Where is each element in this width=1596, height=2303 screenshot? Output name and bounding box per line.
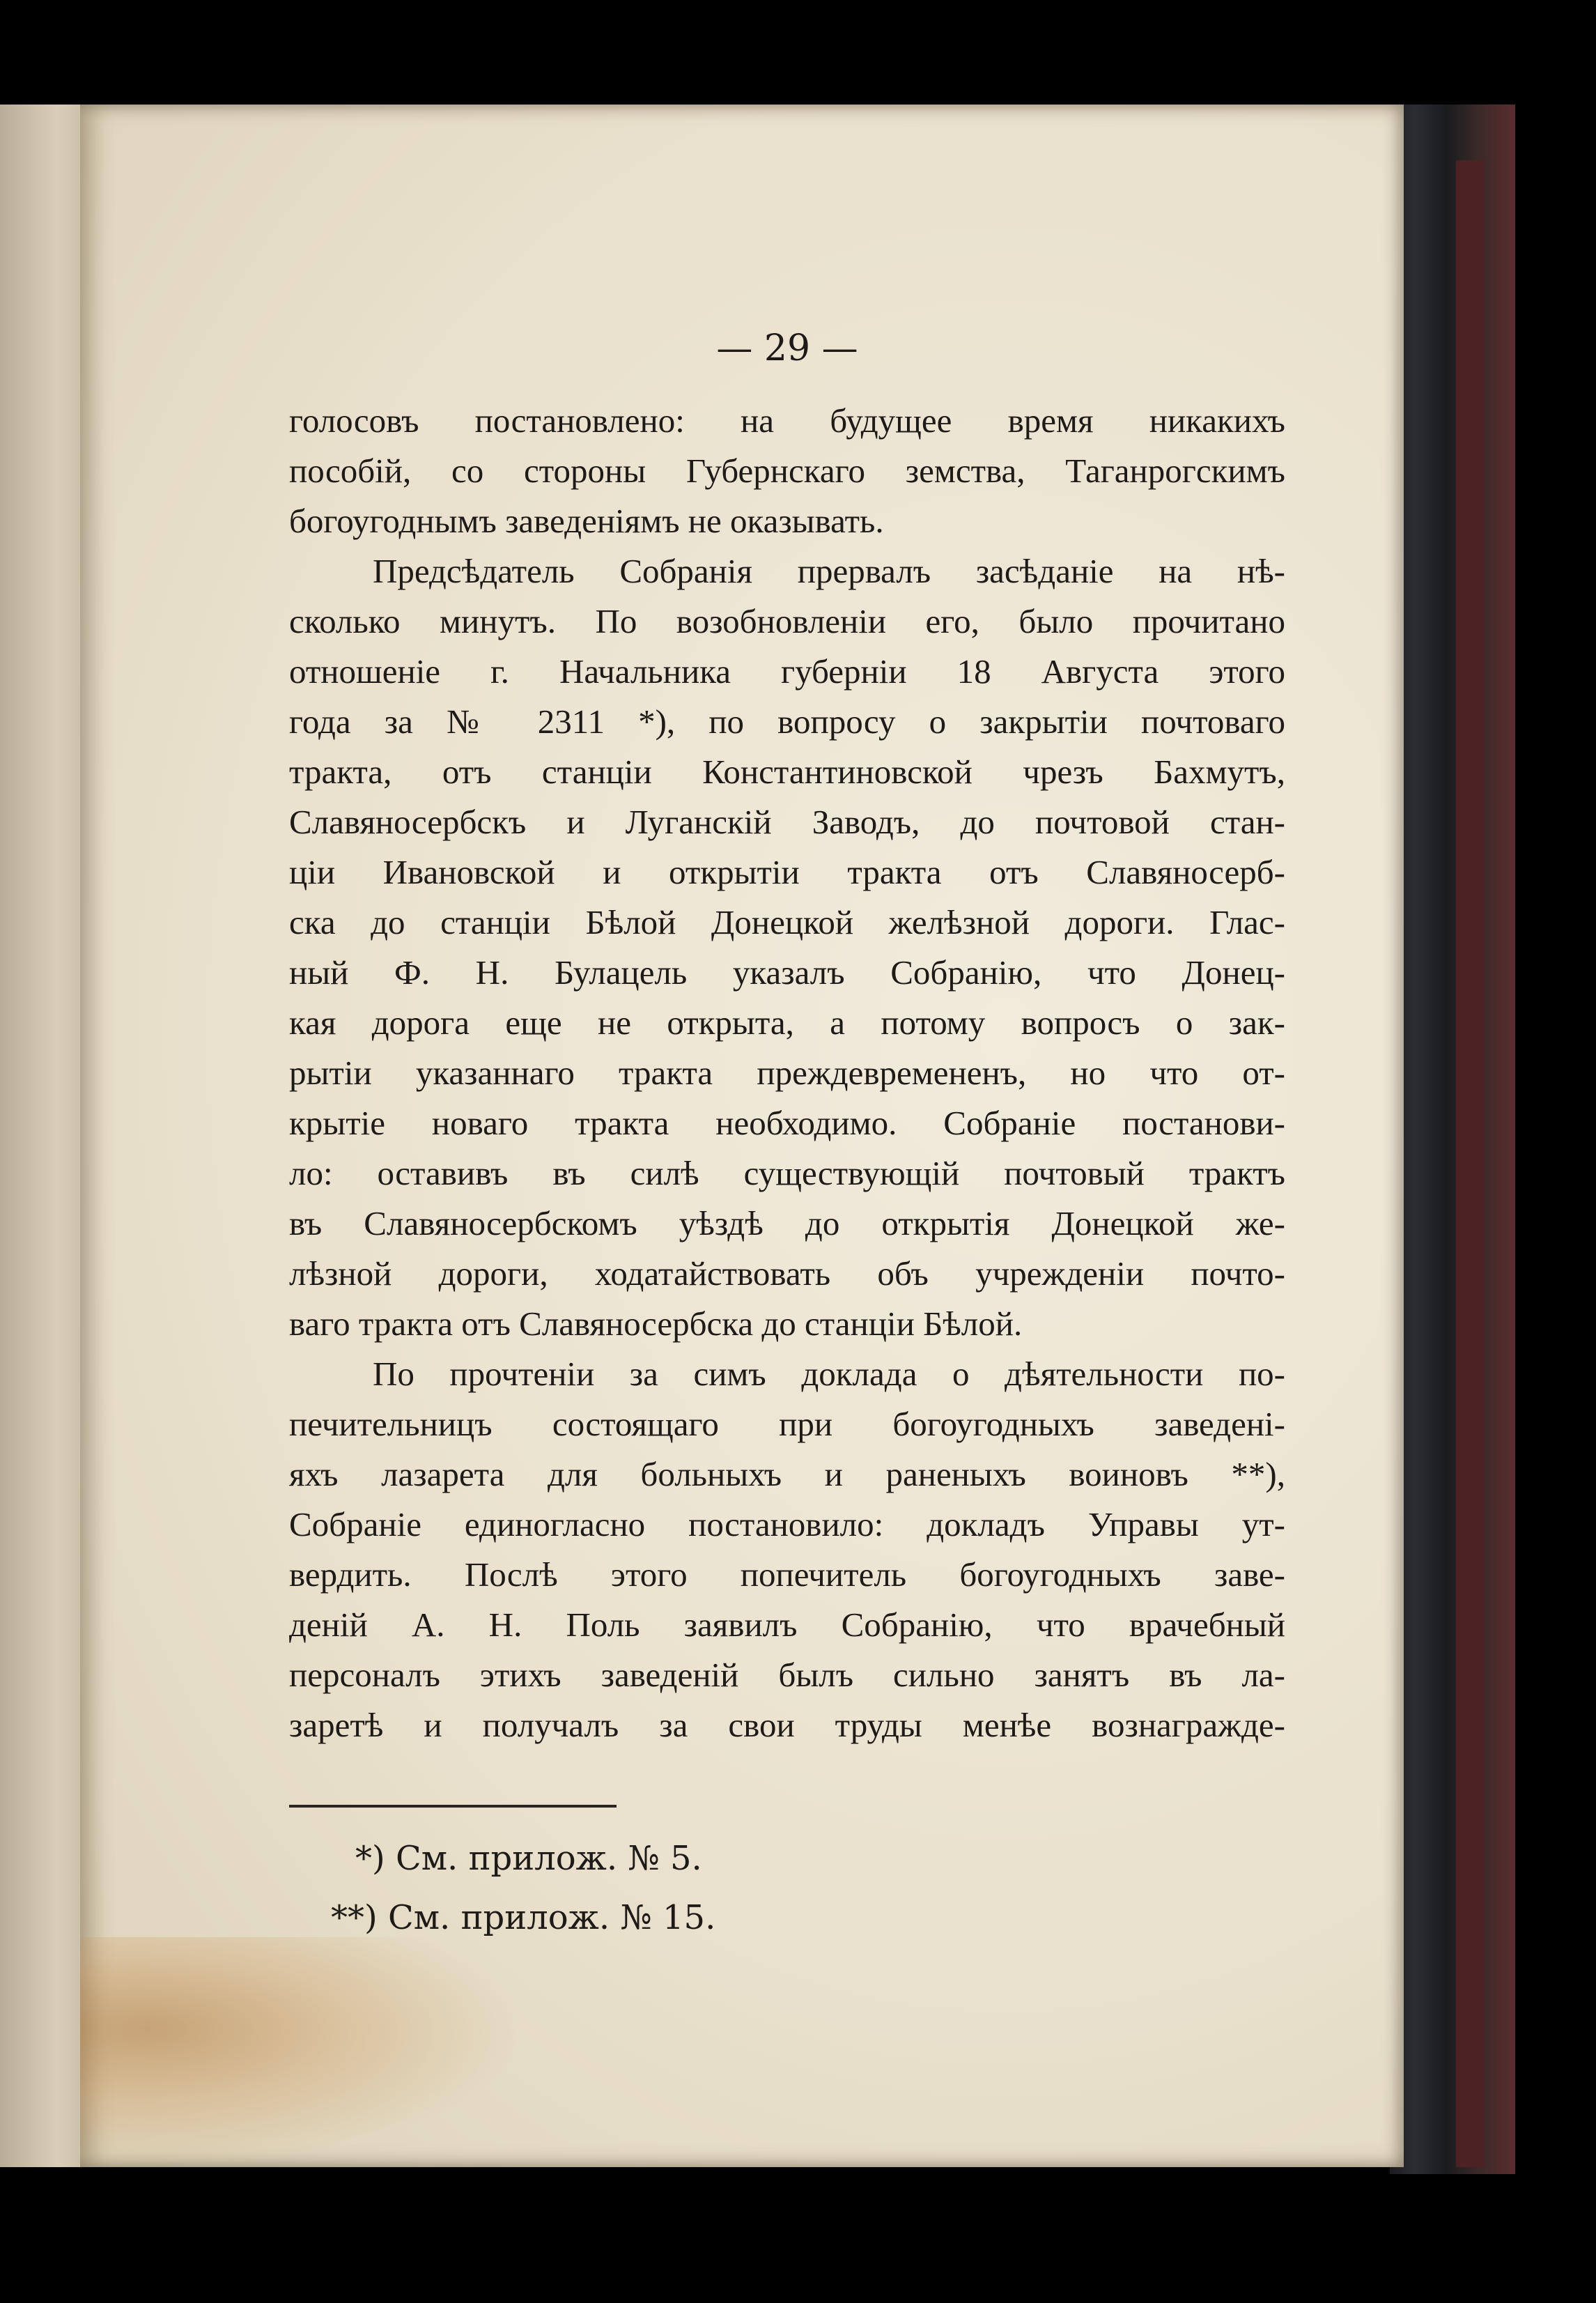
text-line: года за № 2311 *), по вопросу о закрытіи почтоваго [289, 702, 1285, 741]
text-line: въ Славяносербскомъ уѣздѣ до открытія Донецкой же- [289, 1204, 1285, 1242]
text-line: яхъ лазарета для больныхъ и раненыхъ воиновъ **), [289, 1455, 1285, 1493]
text-line: крытіе новаго тракта необходимо. Собраніе постанови- [289, 1104, 1285, 1142]
text-line: кая дорога еще не открыта, а потому вопросъ о зак- [289, 1003, 1285, 1042]
text-line: Предсѣдатель Собранія прервалъ засѣданіе на нѣ- [373, 552, 1285, 590]
text-line: Собраніе единогласно постановило: докладъ Управы ут- [289, 1505, 1285, 1543]
footnote: *) См. прилож. № 5. [355, 1839, 702, 1878]
footnote-divider [289, 1805, 617, 1808]
text-line: богоугоднымъ заведеніямъ не оказывать. [289, 502, 884, 540]
text-line: печительницъ состоящаго при богоугодныхъ заведені- [289, 1405, 1285, 1443]
water-stain [80, 1937, 526, 2167]
text-line: сколько минутъ. По возобновленіи его, было прочитано [289, 602, 1285, 640]
book-cover-edge [1390, 105, 1515, 2174]
book-cover-red-edge [1456, 160, 1484, 2167]
text-line: персоналъ этихъ заведеній былъ сильно занятъ въ ла- [289, 1656, 1285, 1694]
text-line: лѣзной дороги, ходатайствовать объ учрежденіи почто- [289, 1254, 1285, 1293]
body-text [289, 396, 1285, 1750]
text-line: пособій, со стороны Губернскаго земства, Таганрогскимъ [289, 452, 1285, 490]
text-line: ло: оставивъ въ силѣ существующій почтовый трактъ [289, 1154, 1285, 1192]
footnote: **) См. прилож. № 15. [331, 1898, 716, 1937]
text-line: Славяносербскъ и Луганскій Заводъ, до почтовой стан- [289, 803, 1285, 841]
text-line: заретѣ и получалъ за свои труды менѣе вознагражде- [289, 1706, 1285, 1744]
text-line: деній А. Н. Поль заявилъ Собранію, что врачебный [289, 1605, 1285, 1644]
page-number: — 29 — [716, 328, 858, 369]
text-line: отношеніе г. Начальника губерніи 18 Августа этого [289, 652, 1285, 691]
text-line: По прочтеніи за симъ доклада о дѣятельности по- [373, 1355, 1285, 1393]
text-line: тракта, отъ станціи Константиновской чрезъ Бахмутъ, [289, 753, 1285, 791]
text-line: ска до станціи Бѣлой Донецкой желѣзной дороги. Глас- [289, 903, 1285, 941]
text-line: вердить. Послѣ этого попечитель богоугодныхъ заве- [289, 1555, 1285, 1594]
page [80, 105, 1404, 2167]
text-line: рытіи указаннаго тракта преждевремененъ, но что от- [289, 1054, 1285, 1092]
text-line: ный Ф. Н. Булацель указалъ Собранію, что Донец- [289, 953, 1285, 992]
text-line: голосовъ постановлено: на будущее время никакихъ [289, 401, 1285, 440]
text-line: ціи Ивановской и открытіи тракта отъ Славяносерб- [289, 853, 1285, 891]
text-line: ваго тракта отъ Славяносербска до станціи Бѣлой. [289, 1304, 1023, 1343]
